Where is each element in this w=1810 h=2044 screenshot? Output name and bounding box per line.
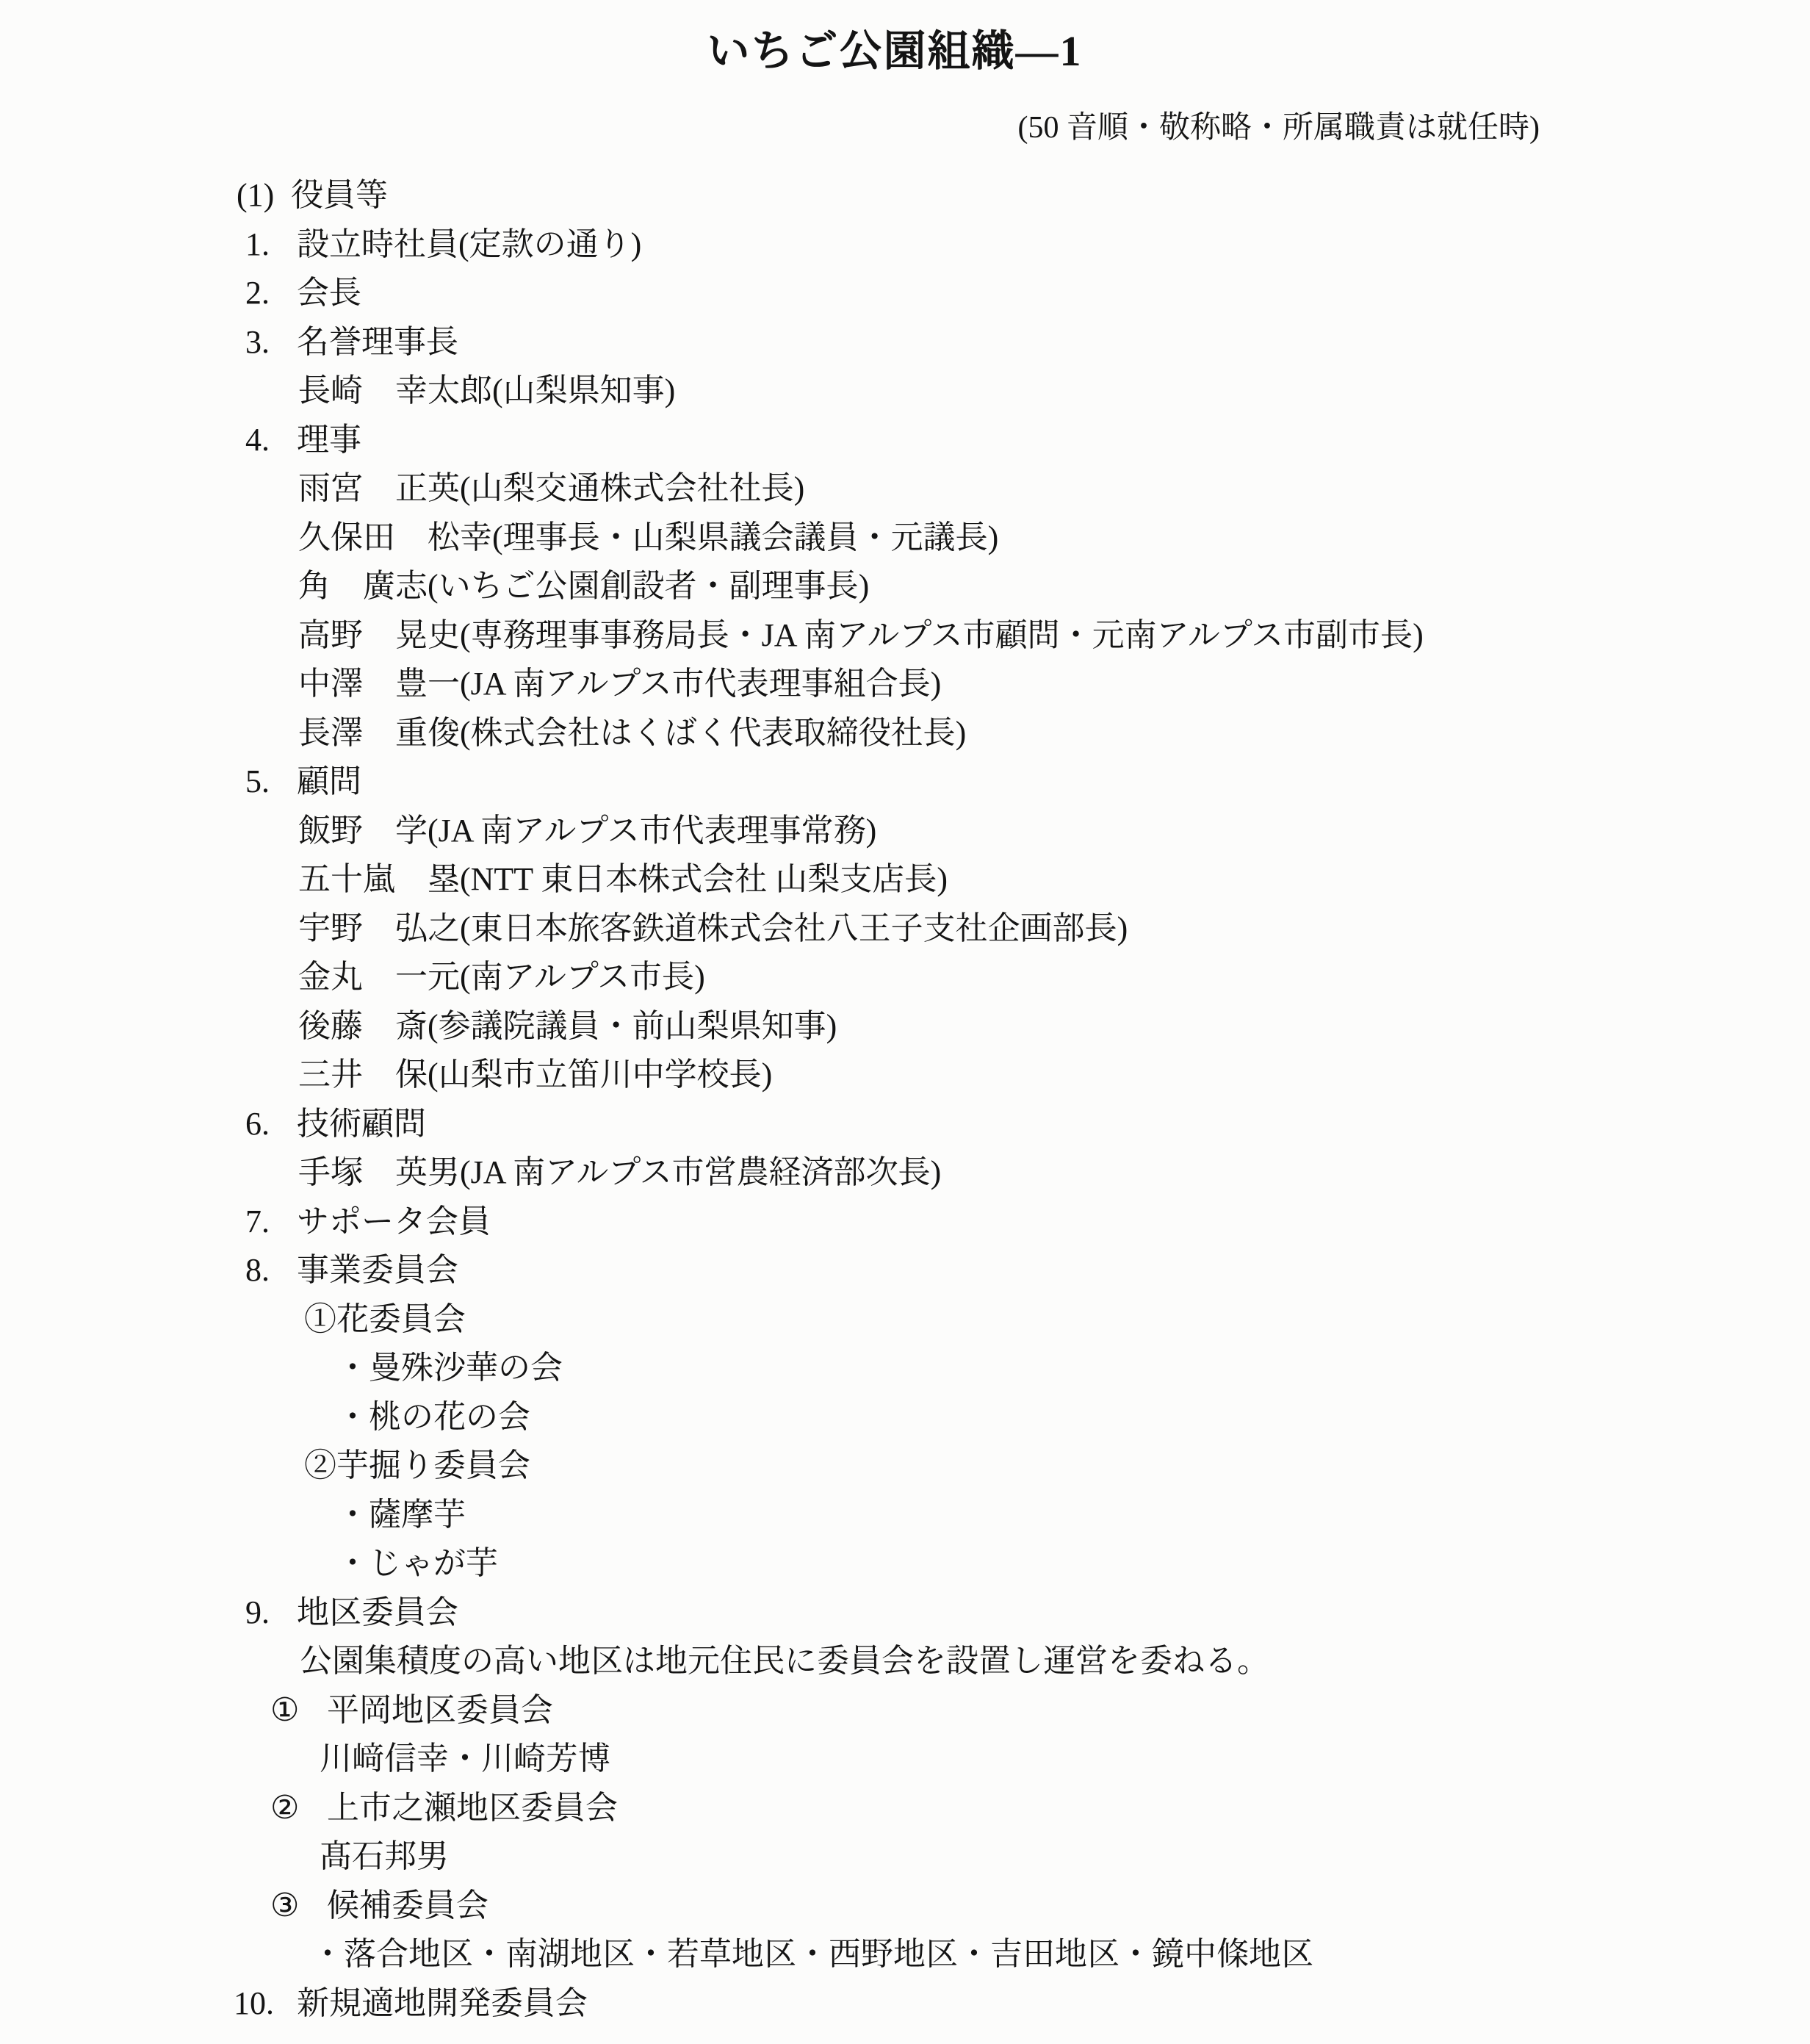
outline-line: 雨宮 正英(山梨交通株式会社社長) bbox=[298, 470, 805, 507]
outline-line: 飯野 学(JA 南アルプス市代表理事常務) bbox=[298, 812, 877, 849]
outline-line-label: 名誉理事長 bbox=[297, 323, 458, 360]
outline-line bbox=[245, 1246, 1810, 1295]
outline-line: 公園集積度の高い地区は地元住民に委員会を設置し運営を委ねる。 bbox=[300, 1643, 1269, 1680]
outline-line: 髙石邦男 bbox=[320, 1838, 449, 1875]
outline-line-number: 6. bbox=[245, 1105, 270, 1142]
outline-line bbox=[270, 1784, 1810, 1833]
outline-line-number: ③ bbox=[270, 1887, 300, 1924]
sort-order-note: (50 音順・敬称略・所属職責は就任時) bbox=[1017, 111, 1540, 145]
outline-line-number: ① bbox=[270, 1691, 300, 1728]
outline-line-label: 顧問 bbox=[297, 763, 361, 800]
outline-line bbox=[245, 416, 1810, 465]
outline-line-label: 理事 bbox=[297, 421, 361, 458]
outline-line: ②芋掘り委員会 bbox=[304, 1447, 530, 1484]
outline-line bbox=[245, 1588, 1810, 1638]
outline-line bbox=[270, 1686, 1810, 1735]
outline-line bbox=[245, 757, 1810, 807]
outline-line: 五十嵐 塁(NTT 東日本株式会社 山梨支店長) bbox=[298, 861, 948, 898]
outline-line-label: サポータ会員 bbox=[297, 1203, 491, 1239]
outline-line-number: 10. bbox=[234, 1984, 274, 2021]
outline-line bbox=[237, 171, 1810, 220]
outline-line: ・桃の花の会 bbox=[336, 1398, 530, 1435]
outline-line bbox=[245, 220, 1810, 270]
outline-line: 高野 晃史(専務理事事務局長・JA 南アルプス市顧問・元南アルプス市副市長) bbox=[298, 616, 1424, 653]
outline-line bbox=[245, 318, 1810, 367]
outline-line: 久保田 松幸(理事長・山梨県議会議員・元議長) bbox=[298, 519, 999, 555]
outline-line bbox=[245, 1100, 1810, 1149]
outline-line-number: 9. bbox=[245, 1594, 270, 1630]
outline-line: 宇野 弘之(東日本旅客鉄道株式会社八王子支社企画部長) bbox=[298, 910, 1128, 946]
outline-line: 後藤 斎(参議院議員・前山梨県知事) bbox=[298, 1007, 837, 1044]
outline-line-label: 設立時社員(定款の通り) bbox=[297, 226, 642, 262]
outline-line-number: 4. bbox=[245, 421, 270, 458]
outline-line-label: 地区委員会 bbox=[297, 1594, 458, 1630]
outline-line-number: 1. bbox=[245, 226, 270, 262]
outline-line: ・じゃが芋 bbox=[336, 1545, 498, 1582]
outline-line-label: 役員等 bbox=[291, 177, 388, 214]
outline-line-number: 8. bbox=[245, 1252, 270, 1289]
outline-line-number: 5. bbox=[245, 763, 270, 800]
page-title: いちご公園組織―1 bbox=[707, 27, 1083, 75]
outline-line bbox=[234, 1979, 1810, 2029]
outline-line: 手塚 英男(JA 南アルプス市営農経済部次長) bbox=[298, 1154, 942, 1191]
outline-line: 三井 保(山梨市立笛川中学校長) bbox=[298, 1057, 773, 1093]
outline-line bbox=[270, 1882, 1810, 1931]
outline-line-label: 上市之瀬地区委員会 bbox=[327, 1789, 618, 1826]
outline-line-label: 事業委員会 bbox=[297, 1252, 458, 1289]
outline-line-number: ② bbox=[270, 1789, 300, 1826]
outline-line bbox=[245, 269, 1810, 318]
outline-line: ・薩摩芋 bbox=[336, 1496, 466, 1533]
outline-line-number: 3. bbox=[245, 323, 270, 360]
outline-line-number: 2. bbox=[245, 275, 270, 312]
outline-line: 長澤 重俊(株式会社はくばく代表取締役社長) bbox=[298, 714, 967, 751]
outline-line: 金丸 一元(南アルプス市長) bbox=[298, 959, 705, 996]
outline-line: ・落合地区・南湖地区・若草地区・西野地区・吉田地区・鏡中條地区 bbox=[311, 1936, 1313, 1973]
outline-line-label: 技術顧問 bbox=[297, 1105, 426, 1142]
outline-line: 角 廣志(いちご公園創設者・副理事長) bbox=[298, 568, 870, 605]
outline-line: 長崎 幸太郎(山梨県知事) bbox=[298, 373, 676, 409]
outline-line-label: 会長 bbox=[297, 275, 361, 312]
outline-line: ①花委員会 bbox=[304, 1300, 466, 1337]
outline-line: 川﨑信幸・川崎芳博 bbox=[320, 1741, 610, 1777]
document-body bbox=[0, 171, 1810, 2028]
outline-line: 中澤 豊一(JA 南アルプス市代表理事組合長) bbox=[298, 666, 942, 702]
outline-line-label: 候補委員会 bbox=[327, 1887, 488, 1924]
outline-line bbox=[245, 1198, 1810, 1247]
outline-line-number: (1) bbox=[237, 177, 275, 214]
outline-line: ・曼殊沙華の会 bbox=[336, 1350, 563, 1386]
outline-line-label: 新規適地開発委員会 bbox=[297, 1984, 588, 2021]
outline-line-label: 平岡地区委員会 bbox=[327, 1691, 553, 1728]
outline-line-number: 7. bbox=[245, 1203, 270, 1239]
